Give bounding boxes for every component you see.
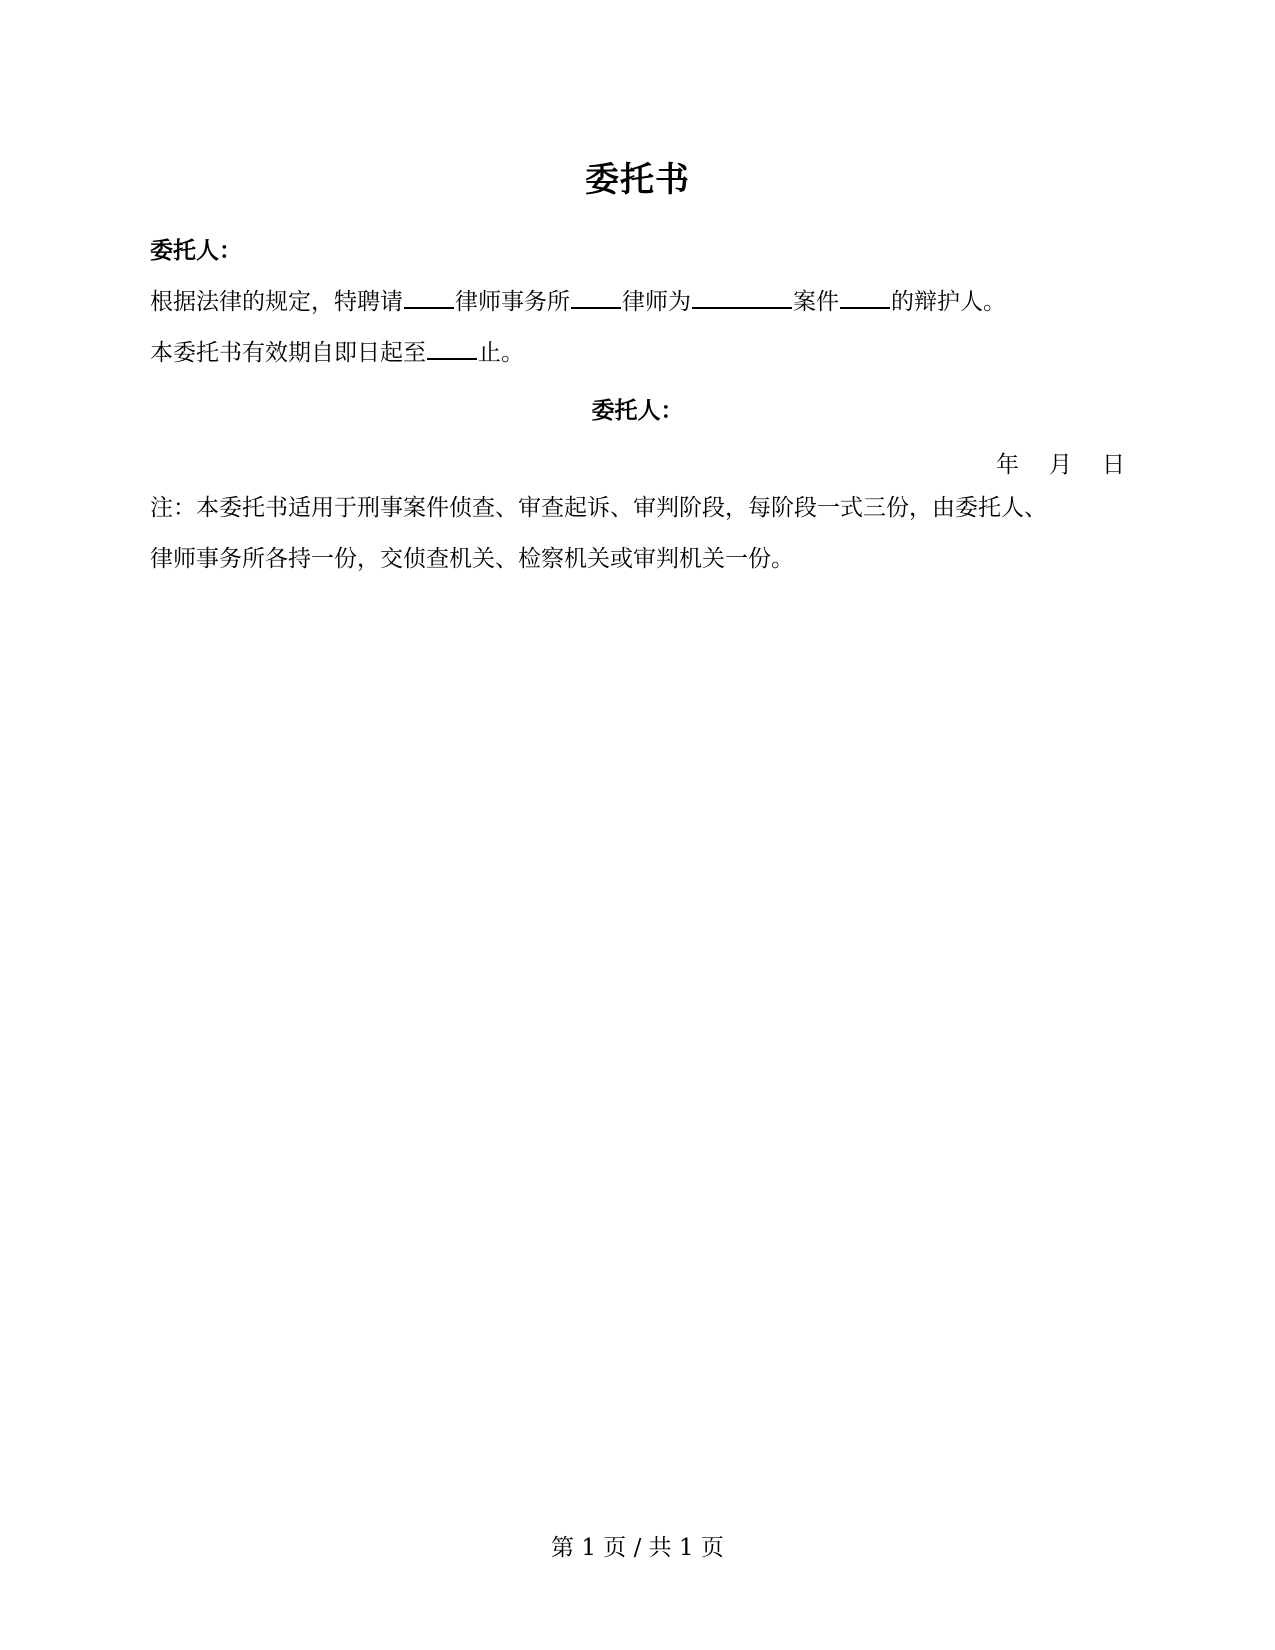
principal-label: 委托人： [150, 237, 242, 264]
body-text: 止。 [478, 340, 524, 366]
note-line-2: 律师事务所各持一份，交侦查机关、检察机关或审判机关一份。 [150, 546, 794, 572]
document-title: 委托书 [585, 160, 690, 200]
blank-case-party[interactable] [692, 287, 792, 309]
note-line-1: 注：本委托书适用于刑事案件侦查、审查起诉、审判阶段，每阶段一式三份，由委托人、 [150, 495, 1047, 521]
body-text: 律师事务所 [455, 289, 570, 315]
date-line [996, 450, 1125, 480]
blank-law-firm[interactable] [404, 287, 454, 309]
body-text: 案件 [793, 289, 839, 315]
date-year: 年 [996, 452, 1019, 478]
blank-expiry-date[interactable] [427, 338, 477, 360]
date-day: 日 [1102, 452, 1125, 478]
body-text: 律师为 [622, 289, 691, 315]
body-text: 的辩护人。 [891, 289, 1006, 315]
body-text: 本委托书有效期自即日起至 [150, 340, 426, 366]
blank-lawyer-name[interactable] [571, 287, 621, 309]
page-footer: 第 1 页 / 共 1 页 [551, 1535, 724, 1561]
signature-label: 委托人： [591, 397, 684, 424]
body-text: 根据法律的规定，特聘请 [150, 289, 403, 315]
blank-case-role[interactable] [840, 287, 890, 309]
date-month: 月 [1049, 452, 1072, 478]
body-paragraph-2 [150, 338, 524, 368]
body-paragraph-1 [150, 287, 1006, 317]
